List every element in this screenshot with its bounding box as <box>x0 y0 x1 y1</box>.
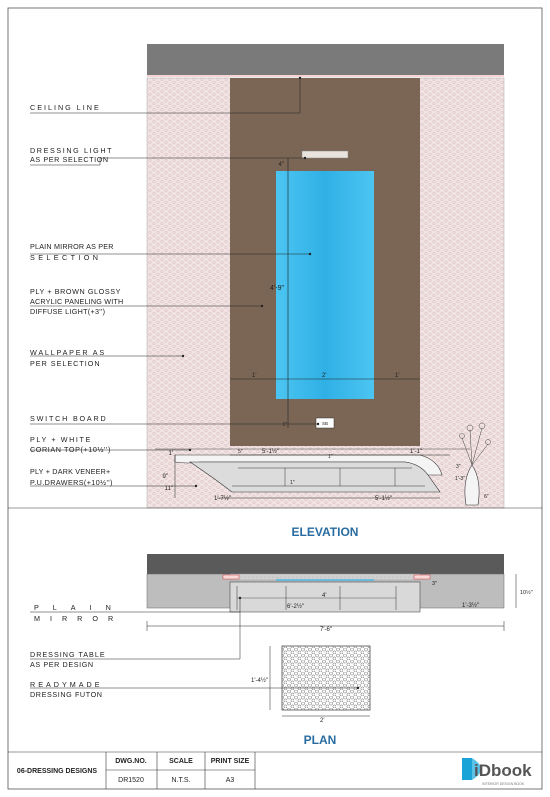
print-size-value: A3 <box>225 777 235 784</box>
logo-wordmark: iDbook <box>474 761 532 780</box>
label-dressing-table-2: AS PER DESIGN <box>30 660 94 669</box>
callouts <box>30 103 123 487</box>
dim-curve: 1'-7½" <box>214 496 231 502</box>
label-switch-board: SWITCH BOARD <box>30 414 108 423</box>
plan-callouts <box>30 603 125 699</box>
dim-plant-3: 3" <box>456 464 461 470</box>
label-ply-veneer-2: P.U.DRAWERS(+10½'') <box>30 478 113 487</box>
futon-dim-w: 2' <box>320 718 325 724</box>
label-wallpaper: WALLPAPER AS <box>30 348 106 357</box>
dim-drawer-1: 1" <box>290 480 295 486</box>
label-futon-2: DRESSING FUTON <box>30 690 103 699</box>
label-plan-mirror: PLAIN <box>34 603 125 612</box>
label-dressing-light: DRESSING LIGHT <box>30 146 114 155</box>
switch-tag: SB <box>321 421 329 426</box>
label-ply-white-2: CORIAN TOP(+10½'') <box>30 445 111 454</box>
label-dressing-table: DRESSING TABLE <box>30 650 106 659</box>
plan-dim-total: 7'-6" <box>320 627 332 633</box>
dim-table-right: 1'-1" <box>410 449 422 455</box>
label-plain-mirror-2: SELECTION <box>30 253 102 262</box>
dim-left-11: 11" <box>164 486 173 492</box>
dwg-no-value: DR1520 <box>118 777 144 784</box>
plan-view <box>147 554 533 724</box>
dim-base-right: 5'-1½" <box>375 496 392 502</box>
label-ply-acrylic-1: PLY + BROWN GLOSSY <box>30 287 122 296</box>
dim-counter-gap: 5" <box>238 449 243 455</box>
label-dressing-light-2: AS PER SELECTION <box>30 155 109 164</box>
dwg-no-label: DWG.NO. <box>115 758 147 765</box>
elevation-title: ELEVATION <box>291 525 359 539</box>
dim-table-left: 5'-1½" <box>262 449 279 455</box>
plan-dim-3: 3" <box>432 581 438 587</box>
label-ply-veneer: PLY + DARK VENEER+ <box>30 467 111 476</box>
plan-dim-4: 4' <box>322 593 327 599</box>
dim-sb-gap: 1" <box>282 422 287 428</box>
label-plain-mirror: PLAIN MIRROR AS PER <box>30 242 114 251</box>
plan-dim-1-3: 1'-3½" <box>462 603 479 609</box>
ceiling-band <box>147 44 504 75</box>
plan-dim-6-2: 6'-2½" <box>287 604 304 610</box>
futon-dim-h: 1'-4½" <box>251 678 268 684</box>
dim-plant-1-3: 1'-3" <box>455 476 465 482</box>
label-ply-acrylic-2: ACRYLIC PANELING WITH <box>30 297 124 306</box>
label-plan-mirror-2: MIRROR <box>34 614 124 623</box>
dressing-futon <box>282 646 370 710</box>
dressing-light <box>302 151 348 158</box>
print-size-label: PRINT SIZE <box>210 758 250 765</box>
dim-left-1: 1' <box>168 451 173 457</box>
label-ceiling-line: CEILING LINE <box>30 103 101 112</box>
plan-panel <box>230 574 420 580</box>
scale-label: SCALE <box>169 758 193 765</box>
dim-mirror-height: 4'-9" <box>270 285 284 292</box>
label-wallpaper-2: PER SELECTION <box>30 359 101 368</box>
veneer-drawers <box>190 462 440 492</box>
dim-plant-6: 6" <box>484 494 489 500</box>
dim-left-9: 9" <box>162 474 168 480</box>
drawing-name: 06-DRESSING DESIGNS <box>16 768 98 775</box>
dim-light-gap: 4" <box>278 162 284 168</box>
plan-dim-10: 10½" <box>520 590 533 596</box>
plan-title: PLAN <box>303 733 337 747</box>
scale-value: N.T.S. <box>171 777 191 784</box>
logo-tagline: INTERIOR DESIGN BOOK <box>482 782 525 786</box>
plain-mirror <box>276 171 374 399</box>
dim-side-right: 1' <box>395 373 400 379</box>
dim-side-left: 1' <box>252 373 257 379</box>
label-ply-white: PLY + WHITE <box>30 435 92 444</box>
label-ply-acrylic-3: DIFFUSE LIGHT(+3'') <box>30 307 106 316</box>
label-futon: READYMADE <box>30 680 103 689</box>
dim-mirror-width: 2' <box>322 373 327 379</box>
dim-drawer-offset: 1" <box>328 454 333 460</box>
idbook-logo <box>462 758 532 786</box>
